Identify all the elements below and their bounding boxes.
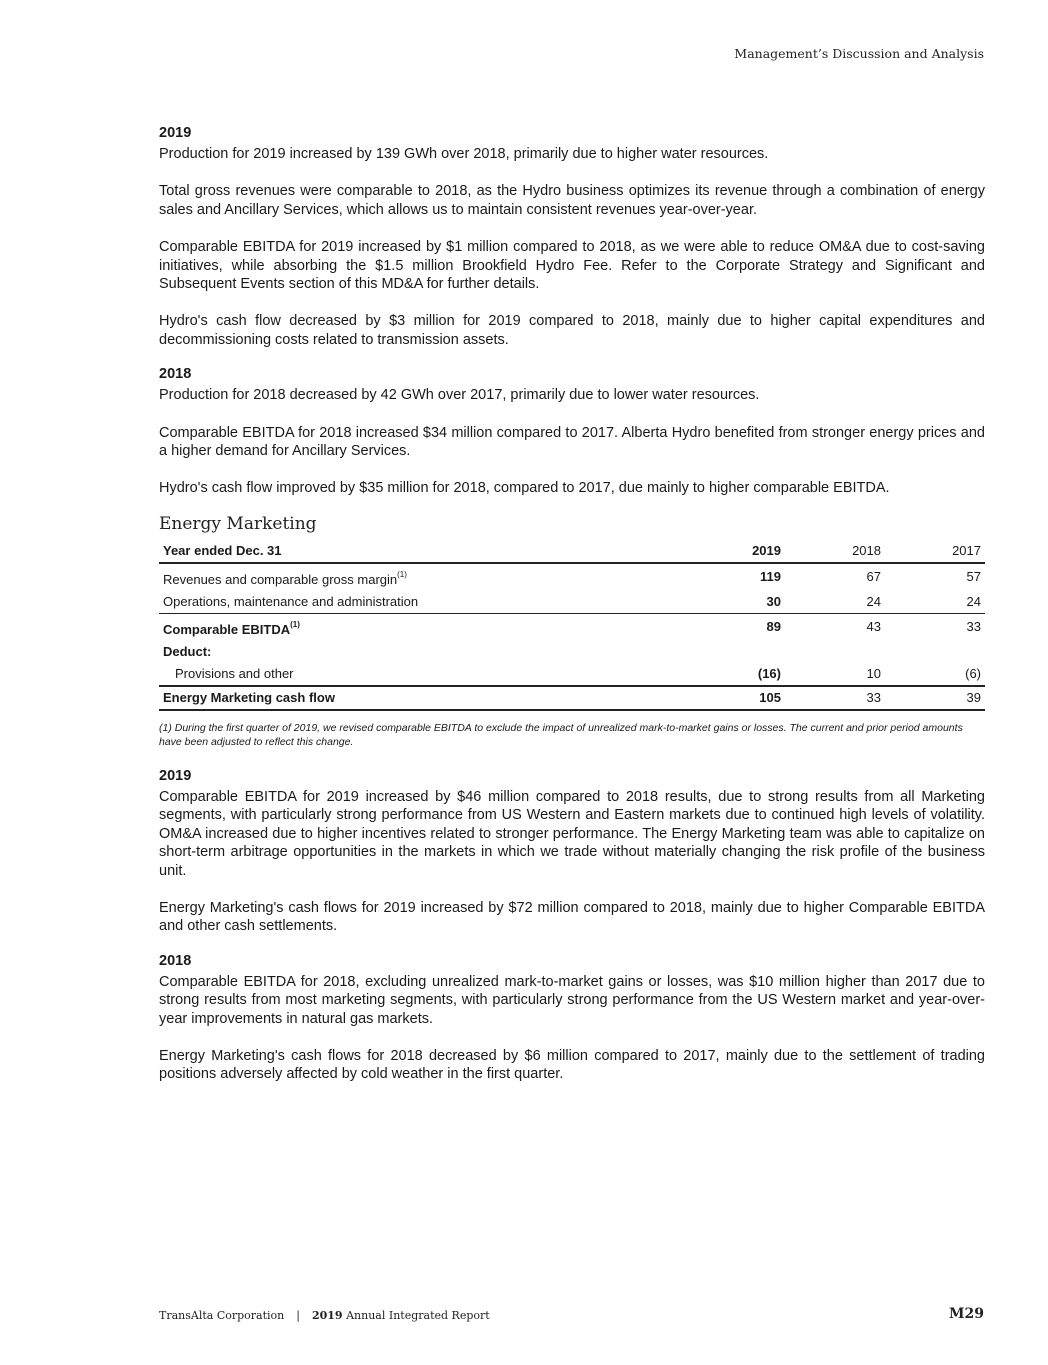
footer-company: TransAlta Corporation	[159, 1309, 285, 1322]
footer-report: Annual Integrated Report	[346, 1309, 490, 1322]
em-2019-heading: 2019	[159, 767, 192, 784]
cell-2018: 33	[785, 686, 885, 710]
table-row	[159, 613, 985, 641]
cell-2019: 89	[766, 619, 781, 635]
em-2018-paragraph: Comparable EBITDA for 2018, excluding unrealized mark-to-market gains or losses, was $10 million higher than 2017 due to strong results from most marketing segments, with particularly strong performance from the US Western market and year-over-year improvements in natural gas markets.	[159, 973, 985, 1027]
row-label: Revenues and comparable gross margin$^{(1)}$	[163, 569, 407, 587]
page-footer	[159, 1306, 984, 1326]
hydro-2018-paragraph: Production for 2018 decreased by 42 GWh over 2017, primarily due to lower water resources.	[159, 387, 760, 404]
cell-2019: 105	[685, 686, 785, 710]
page-content	[159, 124, 985, 1103]
cell-2018: 10	[866, 665, 881, 681]
hydro-2019-paragraph: Total gross revenues were comparable to 2018, as the Hydro business optimizes its revenue through a combination of energy sales and Ancillary Services, which allows us to maintain consistent revenues year-over-year.	[159, 183, 985, 218]
footer-separator: |	[296, 1309, 300, 1322]
row-label: Deduct:	[163, 643, 212, 659]
table-header-label: Year ended Dec. 31	[159, 540, 685, 563]
table-row	[159, 563, 985, 591]
cell-2019: 119	[760, 569, 781, 585]
table-header-row	[159, 540, 985, 563]
em-2019-paragraph: Comparable EBITDA for 2019 increased by $46 million compared to 2018 results, due to strong results from all Marketing segments, with particularly strong performance from US Western and Eastern markets due to continued high levels of volatility. OM&A increased due to higher incentives related to stronger performance. The Energy Marketing team was able to capitalize on short-term arbitrage opportunities in the markets in which we trade without materially changing the risk profile of the business unit.	[159, 788, 985, 879]
row-label: Operations, maintenance and administration	[159, 591, 685, 614]
hydro-2019-paragraph: Comparable EBITDA for 2019 increased by $1 million compared to 2018, as we were able to reduce OM&A due to cost-saving initiatives, while absorbing the $1.5 million Brookfield Hydro Fee. Refer to the Corporate Strategy and Significant and Subsequent Events section of this MD&A for further details.	[159, 239, 985, 293]
hydro-2018-heading: 2018	[159, 366, 192, 383]
table-row	[159, 663, 985, 686]
table-header-2017: 2017	[885, 540, 985, 563]
hydro-2018-paragraph: Comparable EBITDA for 2018 increased $34 million compared to 2017. Alberta Hydro benefited from stronger energy prices and a higher demand for Ancillary Services.	[159, 424, 985, 460]
table-row	[159, 641, 985, 663]
energy-marketing-table	[159, 540, 985, 711]
hydro-2019-heading: 2019	[159, 125, 192, 141]
hydro-2018-paragraph: Hydro's cash flow improved by $35 million for 2018, compared to 2017, due mainly to higher comparable EBITDA.	[159, 480, 890, 497]
footer-left	[159, 1309, 490, 1322]
cell-2017: 39	[885, 686, 985, 710]
em-2019-paragraph: Energy Marketing's cash flows for 2019 increased by $72 million compared to 2018, mainly due to higher Comparable EBITDA and other cash settlements.	[159, 899, 985, 935]
row-label: Provisions and other	[175, 665, 294, 681]
em-2018-paragraph: Energy Marketing's cash flows for 2018 decreased by $6 million compared to 2017, mainly due to the settlement of trading positions adversely affected by cold weather in the first quarter.	[159, 1047, 985, 1083]
cell-2018: 67	[866, 569, 881, 585]
cell-2017: 57	[966, 569, 981, 585]
cell-2018: 43	[866, 619, 881, 635]
table-row	[159, 591, 985, 614]
page-number: M29	[949, 1306, 984, 1322]
table-total-row	[159, 686, 985, 710]
table-header-2018: 2018	[785, 540, 885, 563]
section-title-energy-marketing: Energy Marketing	[159, 513, 317, 534]
hydro-2019-paragraph: Hydro's cash flow decreased by $3 million for 2019 compared to 2018, mainly due to higher capital expenditures and decommissioning costs related to transmission assets.	[159, 313, 985, 348]
cell-2017: 33	[966, 619, 981, 635]
footnote-marker: (1)	[290, 619, 300, 629]
em-2018-heading: 2018	[159, 952, 192, 969]
row-label: Comparable EBITDA$^{(1)}$	[163, 619, 300, 637]
footnote-marker: (1)	[397, 569, 407, 579]
hydro-2019-paragraph: Production for 2019 increased by 139 GWh over 2018, primarily due to higher water resources.	[159, 146, 769, 162]
running-header: Management’s Discussion and Analysis	[734, 46, 984, 61]
cell-2019: (16)	[757, 665, 781, 681]
table-footnote: (1) During the first quarter of 2019, we revised comparable EBITDA to exclude the impact of unrealized mark-to-market gains or losses. The current and prior period amounts have been adjusted to reflect this change.	[159, 721, 963, 748]
footer-year: 2019	[311, 1309, 343, 1322]
cell-2018: 24	[785, 591, 885, 614]
cell-2017: (6)	[965, 665, 981, 681]
row-label: Energy Marketing cash flow	[159, 686, 685, 710]
table-header-2019: 2019	[685, 540, 785, 563]
cell-2017: 24	[885, 591, 985, 614]
cell-2019: 30	[685, 591, 785, 614]
